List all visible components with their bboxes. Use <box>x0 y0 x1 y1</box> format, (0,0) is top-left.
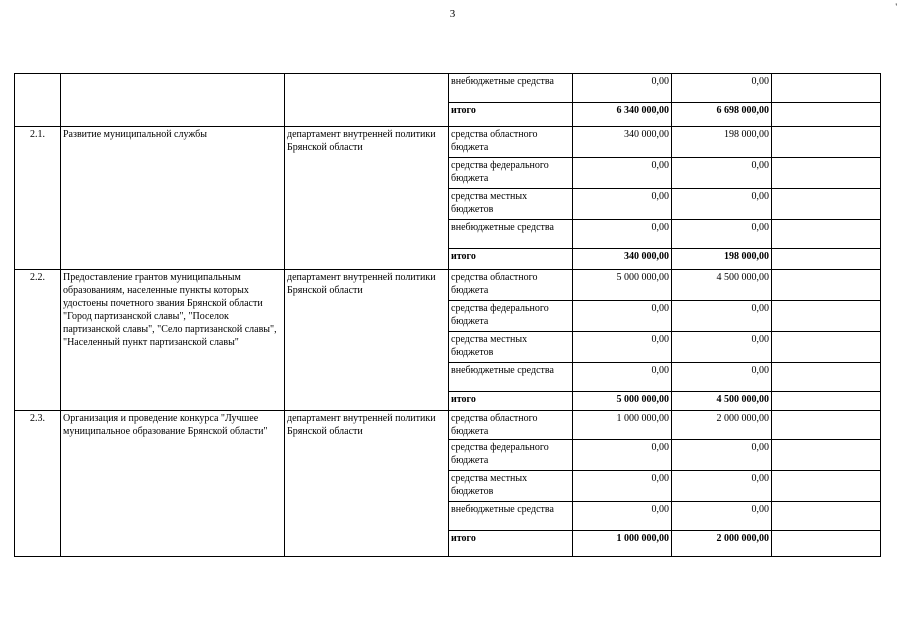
row-index: 2.3. <box>15 411 61 557</box>
funding-source: средства местных бюджетов <box>449 189 573 220</box>
amount-year-1: 0,00 <box>573 363 672 392</box>
amount-year-1: 0,00 <box>573 189 672 220</box>
amount-year-2: 0,00 <box>672 332 772 363</box>
page-number: 3 <box>449 8 456 20</box>
funding-source: средства федерального бюджета <box>449 301 573 332</box>
executor: департамент внутренней политики Брянской области <box>285 270 449 411</box>
amount-empty <box>772 127 881 158</box>
amount-empty <box>772 531 881 557</box>
amount-year-2: 6 698 000,00 <box>672 103 772 127</box>
funding-source: итого <box>449 531 573 557</box>
table-row <box>15 411 881 440</box>
amount-year-2: 2 000 000,00 <box>672 411 772 440</box>
amount-year-1: 340 000,00 <box>573 249 672 270</box>
funding-source: средства областного бюджета <box>449 127 573 158</box>
amount-year-1: 6 340 000,00 <box>573 103 672 127</box>
amount-empty <box>772 74 881 103</box>
activity-name: Организация и проведение конкурса "Лучшее муниципальное образование Брянской области" <box>61 411 285 557</box>
activity-name: Развитие муниципальной службы <box>61 127 285 270</box>
row-index: 2.2. <box>15 270 61 411</box>
amount-year-2: 0,00 <box>672 471 772 502</box>
amount-year-2: 0,00 <box>672 363 772 392</box>
funding-source: внебюджетные средства <box>449 74 573 103</box>
funding-source: внебюджетные средства <box>449 220 573 249</box>
amount-empty <box>772 270 881 301</box>
amount-empty <box>772 411 881 440</box>
amount-year-1: 0,00 <box>573 158 672 189</box>
amount-year-1: 1 000 000,00 <box>573 531 672 557</box>
amount-year-1: 1 000 000,00 <box>573 411 672 440</box>
amount-year-1: 0,00 <box>573 220 672 249</box>
amount-year-2: 0,00 <box>672 189 772 220</box>
table-row <box>15 127 881 158</box>
table-row <box>15 74 881 103</box>
amount-year-2: 4 500 000,00 <box>672 392 772 411</box>
row-index <box>15 74 61 127</box>
amount-empty <box>772 502 881 531</box>
amount-year-2: 0,00 <box>672 158 772 189</box>
amount-year-1: 0,00 <box>573 74 672 103</box>
funding-source: внебюджетные средства <box>449 363 573 392</box>
funding-source: средства федерального бюджета <box>449 440 573 471</box>
budget-table <box>14 73 881 557</box>
amount-year-2: 0,00 <box>672 301 772 332</box>
funding-source: средства областного бюджета <box>449 411 573 440</box>
funding-source: средства областного бюджета <box>449 270 573 301</box>
amount-empty <box>772 363 881 392</box>
activity-name <box>61 74 285 127</box>
amount-empty <box>772 471 881 502</box>
executor: департамент внутренней политики Брянской области <box>285 127 449 270</box>
amount-year-1: 5 000 000,00 <box>573 270 672 301</box>
amount-year-2: 0,00 <box>672 502 772 531</box>
amount-year-1: 0,00 <box>573 301 672 332</box>
amount-year-2: 0,00 <box>672 220 772 249</box>
amount-empty <box>772 220 881 249</box>
amount-empty <box>772 103 881 127</box>
funding-source: итого <box>449 249 573 270</box>
amount-year-1: 0,00 <box>573 332 672 363</box>
amount-year-1: 0,00 <box>573 502 672 531</box>
funding-source: итого <box>449 392 573 411</box>
amount-year-1: 5 000 000,00 <box>573 392 672 411</box>
funding-source: внебюджетные средства <box>449 502 573 531</box>
amount-empty <box>772 158 881 189</box>
activity-name: Предоставление грантов муниципальным образованиям, населенные пункты которых удостоены почетного звания Брянской области "Город партизанской славы", "Поселок партизанской славы", "Село партизанской славы", "Населенный пункт партизанской славы" <box>61 270 285 411</box>
amount-year-2: 2 000 000,00 <box>672 531 772 557</box>
budget-table-body <box>15 74 881 557</box>
amount-empty <box>772 332 881 363</box>
corner-mark: ' <box>895 2 897 12</box>
amount-year-2: 0,00 <box>672 74 772 103</box>
amount-year-1: 0,00 <box>573 440 672 471</box>
amount-year-2: 198 000,00 <box>672 249 772 270</box>
row-index: 2.1. <box>15 127 61 270</box>
amount-empty <box>772 440 881 471</box>
amount-empty <box>772 189 881 220</box>
funding-source: средства местных бюджетов <box>449 332 573 363</box>
amount-year-2: 4 500 000,00 <box>672 270 772 301</box>
amount-empty <box>772 249 881 270</box>
table-row <box>15 270 881 301</box>
amount-year-1: 0,00 <box>573 471 672 502</box>
amount-empty <box>772 392 881 411</box>
amount-year-1: 340 000,00 <box>573 127 672 158</box>
amount-empty <box>772 301 881 332</box>
funding-source: средства местных бюджетов <box>449 471 573 502</box>
funding-source: средства федерального бюджета <box>449 158 573 189</box>
executor: департамент внутренней политики Брянской области <box>285 411 449 557</box>
amount-year-2: 198 000,00 <box>672 127 772 158</box>
executor <box>285 74 449 127</box>
amount-year-2: 0,00 <box>672 440 772 471</box>
funding-source: итого <box>449 103 573 127</box>
